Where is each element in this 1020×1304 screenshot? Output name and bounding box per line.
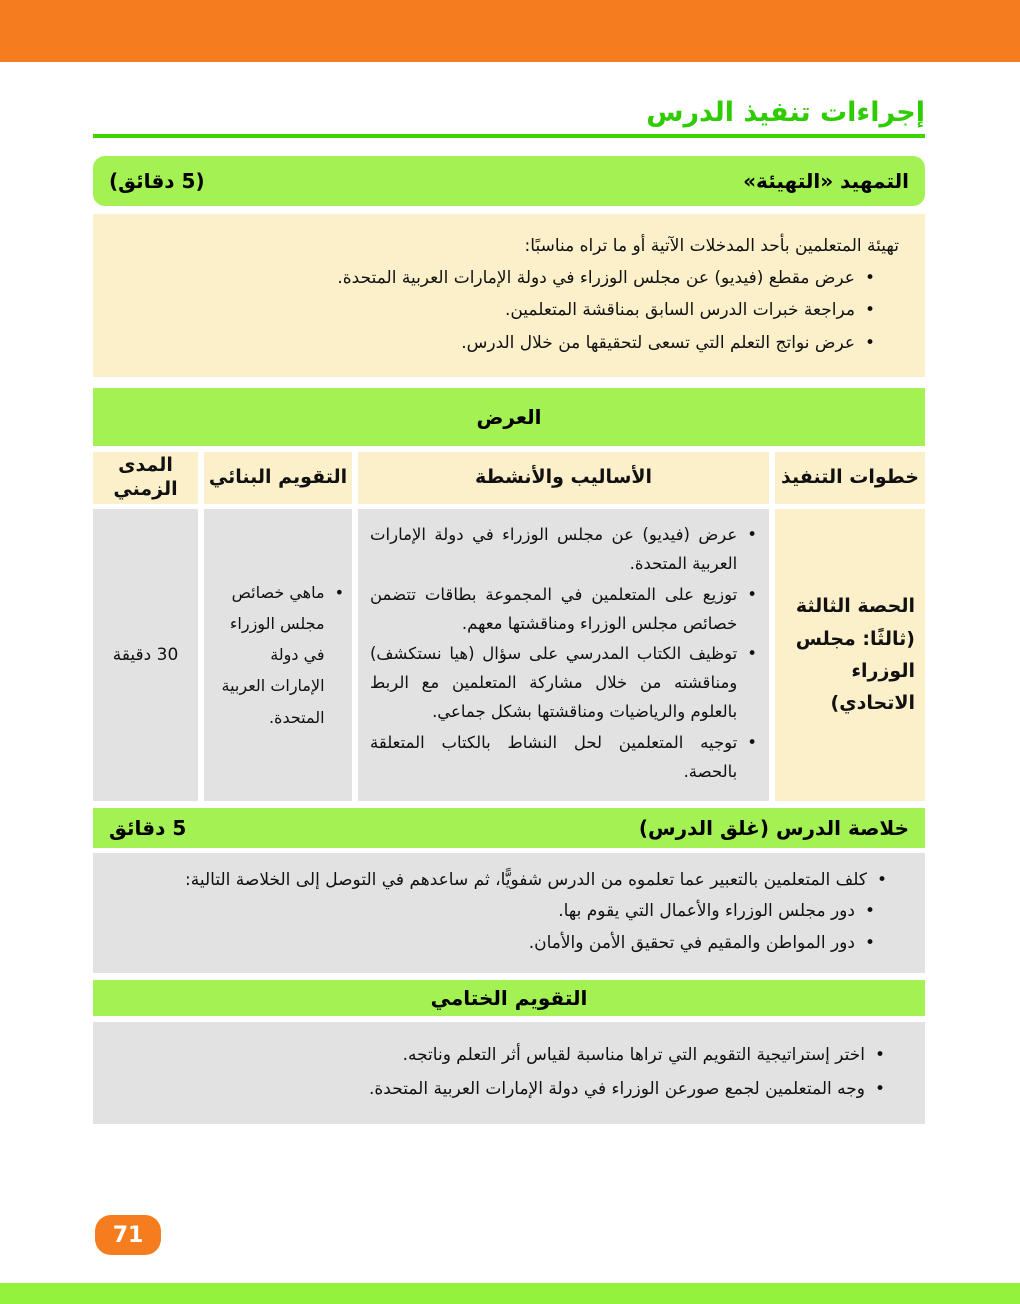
warmup-title: التمهيد «التهيئة» [743,168,909,193]
list-item [133,1072,885,1106]
page-title-underline [93,98,925,138]
warmup-section-bar [93,156,925,206]
list-item-text: وجه المتعلمين لجمع صورعن الوزراء في دولة الإمارات العربية المتحدة. [369,1079,865,1100]
list-item [107,928,875,959]
column-header-steps: خطوات التنفيذ [775,452,925,504]
table-cell-activities [358,509,769,801]
table-cell-formative [204,509,352,801]
final-assessment-title: التقويم الختامي [430,986,588,1011]
page-number-badge: 71 [95,1215,161,1255]
closure-bullet-list [107,896,911,959]
list-item [133,1038,885,1072]
column-header-duration: المدى الزمني [93,452,198,504]
list-item [370,729,757,787]
lesson-table [93,452,925,801]
list-item-text: توزيع على المتعلمين في المجموعة بطاقات تتضمن خصائص مجلس الوزراء ومناقشتها معهم. [370,584,738,633]
presentation-section-bar [93,388,925,446]
list-item [370,640,757,727]
warmup-lead: تهيئة المتعلمين بأحد المدخلات الآتية أو ما تراه مناسبًا: [524,235,899,256]
warmup-box [93,214,925,377]
page-content [93,62,925,1124]
bullet-icon: • [864,332,875,353]
list-item-text: عرض (فيديو) عن مجلس الوزراء في دولة الإمارات العربية المتحدة. [370,524,738,573]
table-cell-duration [93,509,198,801]
list-item [107,865,911,896]
list-item [107,896,875,927]
closure-box [93,853,925,973]
final-assessment-section-bar [93,980,925,1016]
list-item-text: توجيه المتعلمين لحل النشاط بالكتاب المتعلقة بالحصة. [370,733,738,781]
final-assessment-box [93,1022,925,1124]
list-item [212,577,344,733]
list-item-text: اختر إستراتيجية التقويم التي تراها مناسبة لقياس أثر التعلم وناتجه. [402,1045,865,1066]
top-orange-bar [0,0,1020,62]
presentation-title: العرض [476,404,542,429]
warmup-bullet-list [119,262,899,359]
list-item-text: عرض نواتج التعلم التي تسعى لتحقيقها من خلال الدرس. [461,332,855,353]
list-item [370,581,757,639]
bullet-icon: • [864,267,875,288]
bullet-icon: • [874,1079,885,1100]
bullet-icon: • [876,869,887,890]
bullet-icon: • [864,932,875,953]
closure-section-bar [93,808,925,848]
bullet-icon: • [864,901,875,922]
list-item [370,521,757,579]
column-header-activities: الأساليب والأنشطة [358,452,769,504]
bullet-icon: • [864,300,875,321]
closure-lead: كلف المتعلمين بالتعبير عما تعلموه من الدرس شفويًّا، ثم ساعدهم في التوصل إلى الخلاصة التالية: [185,869,867,890]
list-item [119,294,875,326]
bullet-icon: • [747,733,757,752]
warmup-duration: (5 دقائق) [109,168,205,193]
closure-duration: 5 دقائق [109,815,187,840]
list-item [119,327,875,359]
list-item-text: دور المواطن والمقيم في تحقيق الأمن والأمان. [528,932,855,953]
table-cell-steps [775,509,925,801]
steps-text: الحصة الثالثة (ثالثًا: مجلس الوزراء الاتحادي) [795,595,915,715]
duration-text: 30 دقيقة [112,644,179,665]
bullet-icon: • [874,1045,885,1066]
page-title: إجراءات تنفيذ الدرس [646,97,925,128]
bottom-green-bar [0,1283,1020,1304]
bullet-icon: • [334,582,344,602]
list-item-text: مراجعة خبرات الدرس السابق بمناقشة المتعلمين. [504,300,855,321]
list-item [119,262,875,294]
bullet-icon: • [747,644,757,664]
bullet-icon: • [747,524,757,544]
formative-text: ماهي خصائص مجلس الوزراء في دولة الإمارات العربية المتحدة. [221,582,325,727]
closure-title: خلاصة الدرس (غلق الدرس) [638,815,909,840]
list-item-text: عرض مقطع (فيديو) عن مجلس الوزراء في دولة الإمارات العربية المتحدة. [337,267,855,288]
list-item-text: دور مجلس الوزراء والأعمال التي يقوم بها. [558,901,855,922]
column-header-formative: التقويم البنائي [204,452,352,504]
bullet-icon: • [747,584,757,604]
list-item-text: توظيف الكتاب المدرسي على سؤال (هيا نستكشف) ومناقشته من خلال مشاركة المتعلمين مع الربط بالعلوم والرياضيات ومناقشتها بشكل جماعي. [370,644,738,722]
